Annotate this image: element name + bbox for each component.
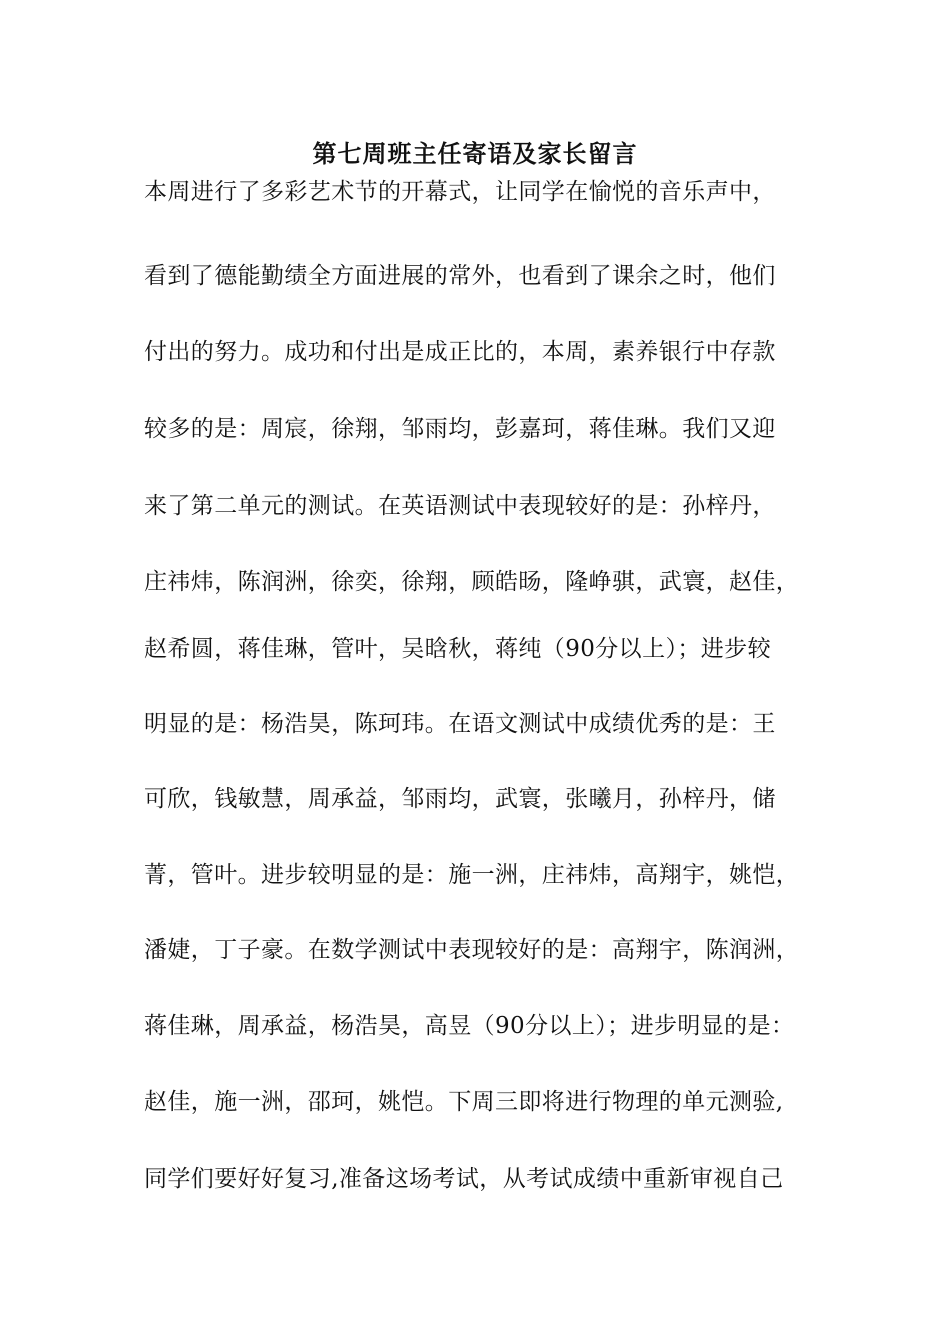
paragraph-line: 赵佳，施一洲，邵珂，姚恺。下周三即将进行物理的单元测验, xyxy=(144,1089,784,1115)
paragraph-line: 看到了德能勤绩全方面进展的常外，也看到了课余之时，他们 xyxy=(144,263,776,289)
paragraph-line: 赵希圆，蒋佳琳，管叶，吴晗秋，蒋纯（90分以上）；进步较 xyxy=(144,636,771,662)
paragraph-line: 菁，管叶。进步较明显的是：施一洲，庄祎炜，高翔宇，姚恺， xyxy=(144,862,800,888)
paragraph-line: 潘婕，丁子豪。在数学测试中表现较好的是：高翔宇，陈润洲， xyxy=(144,937,800,963)
paragraph-line: 庄祎炜，陈润洲，徐奕，徐翔，顾皓旸，隆峥骐，武寰，赵佳， xyxy=(144,569,800,595)
paragraph-line: 同学们要好好复习,准备这场考试，从考试成绩中重新审视自己 xyxy=(144,1166,784,1192)
document-title: 第七周班主任寄语及家长留言 xyxy=(312,139,638,168)
paragraph-line: 可欣，钱敏慧，周承益，邹雨均，武寰，张曦月，孙梓丹，储 xyxy=(144,786,776,812)
paragraph-line: 较多的是：周宸，徐翔，邹雨均，彭嘉珂，蒋佳琳。我们又迎 xyxy=(144,416,776,442)
paragraph-line: 来了第二单元的测试。在英语测试中表现较好的是：孙梓丹， xyxy=(144,493,776,519)
paragraph-line: 付出的努力。成功和付出是成正比的，本周，素养银行中存款 xyxy=(144,339,776,365)
paragraph-line: 本周进行了多彩艺术节的开幕式，让同学在愉悦的音乐声中， xyxy=(144,179,776,205)
paragraph-line: 明显的是：杨浩昊，陈珂玮。在语文测试中成绩优秀的是：王 xyxy=(144,711,776,737)
paragraph-line: 蒋佳琳，周承益，杨浩昊，高昱（90分以上）；进步明显的是： xyxy=(144,1013,795,1039)
